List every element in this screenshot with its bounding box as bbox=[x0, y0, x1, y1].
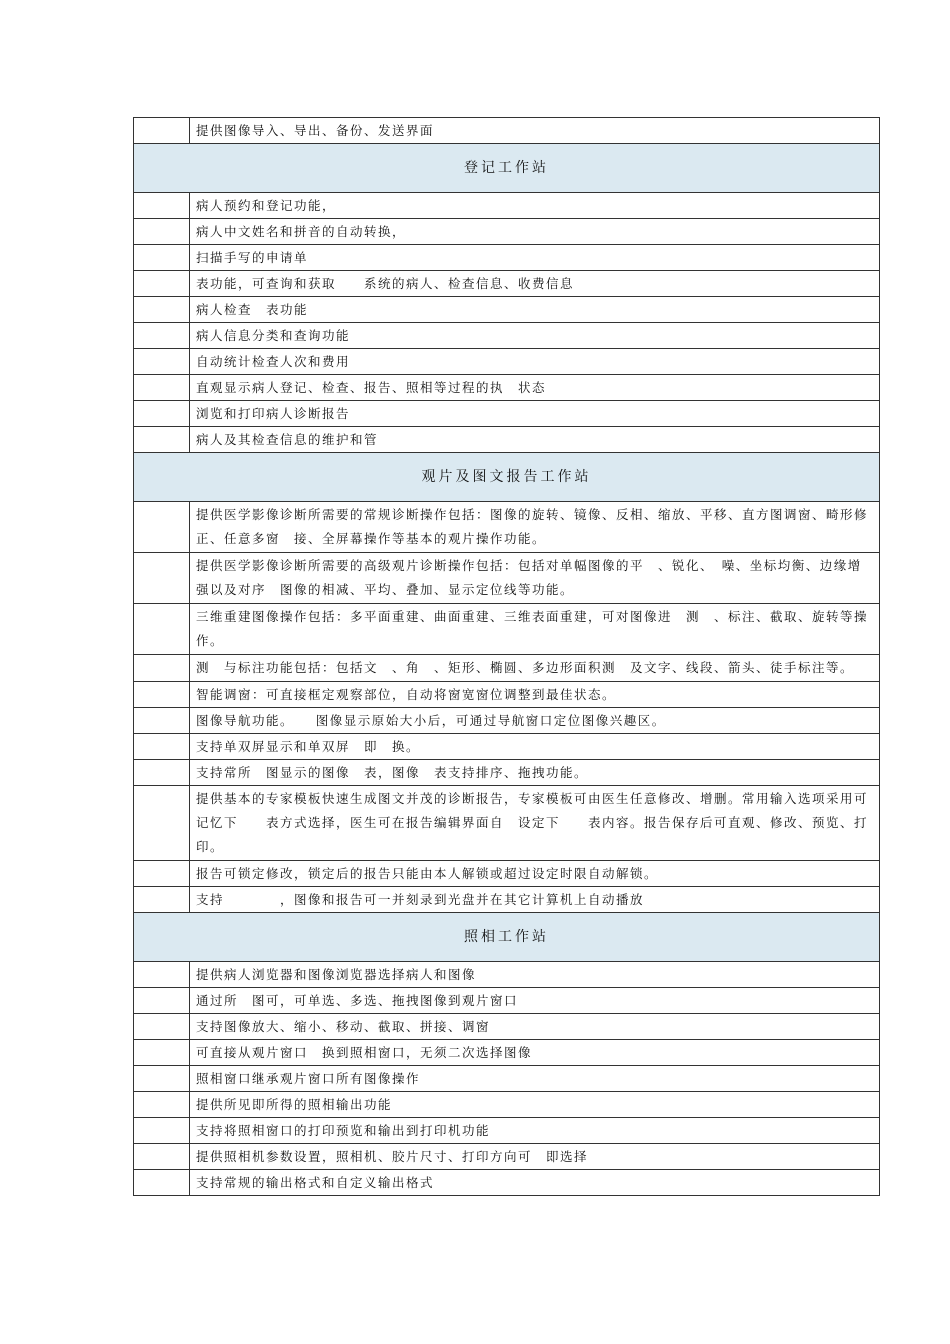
table-row bbox=[134, 271, 880, 297]
index-cell bbox=[134, 1066, 190, 1092]
spec-cell: 表功能，可查询和获取 系统的病人、检查信息、收费信息 bbox=[190, 271, 880, 297]
table-row bbox=[134, 193, 880, 219]
spec-cell: 提供基本的专家模板快速生成图文并茂的诊断报告，专家模板可由医生任意修改、增删。常用输入选项采用可记忆下 表方式选择，医生可在报告编辑界面自 设定下 表内容。报告保存后可直观、修改、预览、打印。 bbox=[190, 786, 880, 861]
section-title: 照相工作站 bbox=[134, 913, 880, 962]
spec-cell: 扫描手写的申请单 bbox=[190, 245, 880, 271]
index-cell bbox=[134, 1040, 190, 1066]
spec-cell: 智能调窗：可直接框定观察部位，自动将窗宽窗位调整到最佳状态。 bbox=[190, 682, 880, 708]
index-cell bbox=[134, 1092, 190, 1118]
index-cell bbox=[134, 193, 190, 219]
index-cell bbox=[134, 988, 190, 1014]
table-row bbox=[134, 655, 880, 682]
index-cell bbox=[134, 118, 190, 144]
spec-cell: 三维重建图像操作包括：多平面重建、曲面重建、三维表面重建，可对图像进 测 、标注、截取、旋转等操作。 bbox=[190, 604, 880, 655]
table-row bbox=[134, 708, 880, 734]
index-cell bbox=[134, 708, 190, 734]
index-cell bbox=[134, 962, 190, 988]
table-row bbox=[134, 861, 880, 887]
spec-table-body bbox=[134, 118, 880, 1196]
index-cell bbox=[134, 375, 190, 401]
spec-cell: 支持常所 图显示的图像 表，图像 表支持排序、拖拽功能。 bbox=[190, 760, 880, 786]
index-cell bbox=[134, 861, 190, 887]
table-row bbox=[134, 1144, 880, 1170]
spec-cell: 支持将照相窗口的打印预览和输出到打印机功能 bbox=[190, 1118, 880, 1144]
section-title: 观片及图文报告工作站 bbox=[134, 453, 880, 502]
spec-cell: 测 与标注功能包括：包括文 、角 、矩形、椭圆、多边形面积测 及文字、线段、箭头、徒手标注等。 bbox=[190, 655, 880, 682]
table-row bbox=[134, 401, 880, 427]
section-title: 登记工作站 bbox=[134, 144, 880, 193]
spec-cell: 支持 ，图像和报告可一并刻录到光盘并在其它计算机上自动播放 bbox=[190, 887, 880, 913]
index-cell bbox=[134, 1014, 190, 1040]
index-cell bbox=[134, 271, 190, 297]
table-row bbox=[134, 760, 880, 786]
table-row bbox=[134, 1066, 880, 1092]
index-cell bbox=[134, 1170, 190, 1196]
spec-cell: 浏览和打印病人诊断报告 bbox=[190, 401, 880, 427]
table-row bbox=[134, 734, 880, 760]
table-row bbox=[134, 1040, 880, 1066]
index-cell bbox=[134, 245, 190, 271]
table-row bbox=[134, 553, 880, 604]
index-cell bbox=[134, 553, 190, 604]
section-header-row bbox=[134, 453, 880, 502]
table-row bbox=[134, 375, 880, 401]
section-header-row bbox=[134, 144, 880, 193]
index-cell bbox=[134, 349, 190, 375]
spec-cell: 提供病人浏览器和图像浏览器选择病人和图像 bbox=[190, 962, 880, 988]
index-cell bbox=[134, 427, 190, 453]
spec-cell: 自动统计检查人次和费用 bbox=[190, 349, 880, 375]
spec-cell: 支持图像放大、缩小、移动、截取、拼接、调窗 bbox=[190, 1014, 880, 1040]
table-row bbox=[134, 962, 880, 988]
index-cell bbox=[134, 297, 190, 323]
index-cell bbox=[134, 219, 190, 245]
spec-cell: 提供医学影像诊断所需要的常规诊断操作包括：图像的旋转、镜像、反相、缩放、平移、直方图调窗、畸形修正、任意多窗 接、全屏幕操作等基本的观片操作功能。 bbox=[190, 502, 880, 553]
spec-cell: 提供所见即所得的照相输出功能 bbox=[190, 1092, 880, 1118]
spec-cell: 报告可锁定修改，锁定后的报告只能由本人解锁或超过设定时限自动解锁。 bbox=[190, 861, 880, 887]
index-cell bbox=[134, 887, 190, 913]
table-row bbox=[134, 604, 880, 655]
table-row bbox=[134, 988, 880, 1014]
spec-cell: 提供照相机参数设置，照相机、胶片尺寸、打印方向可 即选择 bbox=[190, 1144, 880, 1170]
section-header-row bbox=[134, 913, 880, 962]
index-cell bbox=[134, 760, 190, 786]
table-row bbox=[134, 1170, 880, 1196]
spec-cell: 可直接从观片窗口 换到照相窗口，无须二次选择图像 bbox=[190, 1040, 880, 1066]
spec-cell: 病人信息分类和查询功能 bbox=[190, 323, 880, 349]
index-cell bbox=[134, 1144, 190, 1170]
index-cell bbox=[134, 682, 190, 708]
index-cell bbox=[134, 401, 190, 427]
table-row bbox=[134, 297, 880, 323]
index-cell bbox=[134, 734, 190, 760]
spec-cell: 病人检查 表功能 bbox=[190, 297, 880, 323]
spec-cell: 支持单双屏显示和单双屏 即 换。 bbox=[190, 734, 880, 760]
spec-cell: 照相窗口继承观片窗口所有图像操作 bbox=[190, 1066, 880, 1092]
index-cell bbox=[134, 502, 190, 553]
index-cell bbox=[134, 786, 190, 861]
spec-cell: 病人及其检查信息的维护和管 bbox=[190, 427, 880, 453]
table-row bbox=[134, 1014, 880, 1040]
table-row bbox=[134, 682, 880, 708]
spec-cell: 提供医学影像诊断所需要的高级观片诊断操作包括：包括对单幅图像的平 、锐化、 噪、坐标均衡、边缘增强以及对序 图像的相减、平均、叠加、显示定位线等功能。 bbox=[190, 553, 880, 604]
index-cell bbox=[134, 604, 190, 655]
table-row bbox=[134, 118, 880, 144]
index-cell bbox=[134, 1118, 190, 1144]
table-row bbox=[134, 1118, 880, 1144]
index-cell bbox=[134, 323, 190, 349]
spec-cell: 图像导航功能。 图像显示原始大小后，可通过导航窗口定位图像兴趣区。 bbox=[190, 708, 880, 734]
index-cell bbox=[134, 655, 190, 682]
table-row bbox=[134, 1092, 880, 1118]
table-row bbox=[134, 349, 880, 375]
table-row bbox=[134, 245, 880, 271]
spec-cell: 通过所 图可，可单选、多选、拖拽图像到观片窗口 bbox=[190, 988, 880, 1014]
table-row bbox=[134, 219, 880, 245]
table-row bbox=[134, 786, 880, 861]
spec-cell: 直观显示病人登记、检查、报告、照相等过程的执 状态 bbox=[190, 375, 880, 401]
spec-table bbox=[133, 117, 880, 1196]
table-row bbox=[134, 502, 880, 553]
table-row bbox=[134, 323, 880, 349]
table-row bbox=[134, 887, 880, 913]
spec-cell: 病人中文姓名和拼音的自动转换， bbox=[190, 219, 880, 245]
table-row bbox=[134, 427, 880, 453]
spec-cell: 支持常规的输出格式和自定义输出格式 bbox=[190, 1170, 880, 1196]
spec-cell: 提供图像导入、导出、备份、发送界面 bbox=[190, 118, 880, 144]
spec-cell: 病人预约和登记功能， bbox=[190, 193, 880, 219]
